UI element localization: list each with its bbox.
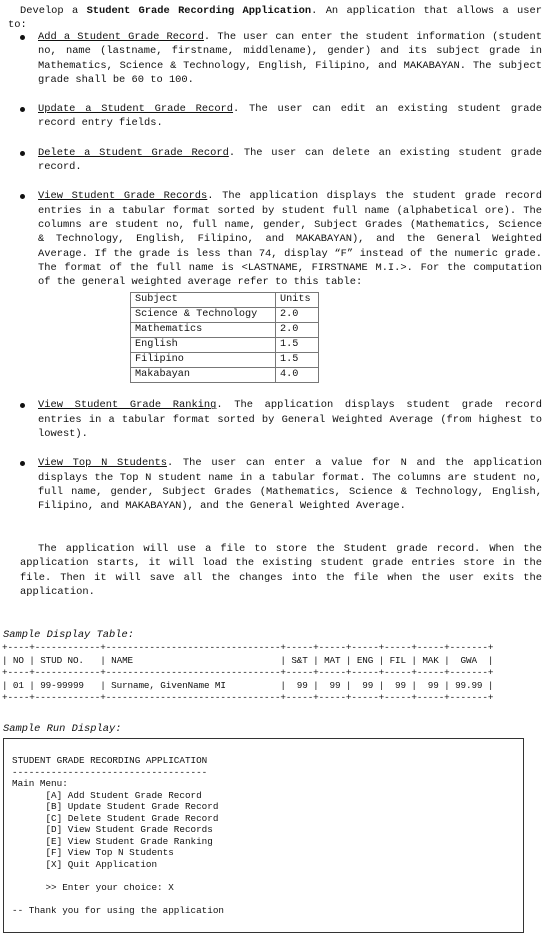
item-text-view: . The application displays the student grade record entries in a tabular format sorted by student full name (alphabetical ore). The columns are student no, full name, gender, Subject Grades (Mathematics, Science & Technology, English, Filipino, and MAKABAYAN), and the General Weighted Average. If the grade is less than 74, display “F” instead of the numeric grade. The format of the full name is <LASTNAME, FIRSTNAME M.I.>. For the computation of the general weighted average refer to this table: — [38, 190, 542, 289]
table-row — [131, 323, 319, 338]
bullet — [20, 35, 25, 40]
sample-run-text: STUDENT GRADE RECORDING APPLICATION ----------------------------------- Main Menu: [A] Add Student Grade Record [B] Update Student Grade Record [C] Delete Student Grade Record [D] View Student Grade Records [E] View Student Grade Ranking [F] View Top N Students [X] Quit Application >> Enter your choice: X -- Thank you for using the application — [12, 755, 225, 916]
sample-display-table: +----+------------+--------------------------------+-----+-----+-----+-----+-----+-------+ | NO | STUD NO. | NAME | S&T | MAT | ENG | FIL | MAK | GWA | +----+------------+--------------------------------+-----+-----+-----+-----+-----+-------+ | 01 | 99-99999 | Surname, GivenName MI | 99 | 99 | 99 | 99 | 99 | 99.99 | +----+------------+--------------------------------+-----+-----+-----+-----+-----+-------+ — [2, 642, 494, 703]
table-cell: English — [131, 338, 276, 353]
table-cell: 1.5 — [276, 353, 319, 368]
item-text-delete: . The user can delete an existing student grade record. — [38, 146, 542, 174]
table-cell: Mathematics — [131, 323, 276, 338]
table-row — [131, 353, 319, 368]
intro-paragraph — [8, 4, 542, 33]
app-name: Student Grade Recording Application — [86, 5, 312, 17]
table-row — [131, 308, 319, 323]
list-item-topn — [0, 456, 554, 513]
list-item-delete — [0, 146, 554, 175]
sample-run-caption: Sample Run Display: — [3, 723, 122, 735]
item-text-topn: . The user can enter a value for N and the application displays the Top N student name in a tabular format. The columns are student no, full name, gender, Subject Grades (Mathematics, Science & Technology, English, Filipino, and MAKABAYAN), and the General Weighted Average. — [38, 457, 542, 513]
item-title-update: Update a Student Grade Record — [38, 103, 234, 116]
list-item-update — [0, 102, 554, 131]
bullet — [20, 194, 25, 199]
list-item-add — [0, 30, 554, 87]
closing-paragraph — [20, 542, 542, 599]
item-title-ranking: View Student Grade Ranking — [38, 399, 217, 412]
item-text-update: . The user can edit an existing student grade record entry fields. — [38, 103, 543, 130]
requirements-list — [0, 30, 554, 529]
intro-text-post: . An application that allows a user to: — [8, 5, 542, 32]
table-row — [131, 338, 319, 353]
bullet — [20, 151, 25, 156]
item-title-delete: Delete a Student Grade Record — [38, 146, 229, 159]
list-item-view — [0, 189, 554, 383]
bullet — [20, 461, 25, 466]
item-text-ranking: . The application displays student grade record entries in a tabular format sorted by General Weighted Average (from highest to lowest). — [38, 399, 542, 441]
item-title-topn: View Top N Students — [38, 457, 167, 470]
table-cell: 1.5 — [276, 338, 319, 353]
table-cell: 4.0 — [276, 368, 319, 383]
table-cell: Filipino — [131, 353, 276, 368]
bullet — [20, 403, 25, 408]
sample-run-box — [3, 738, 524, 933]
item-title-view: View Student Grade Records — [38, 190, 208, 203]
table-row — [131, 368, 319, 383]
item-title-add: Add a Student Grade Record — [38, 31, 204, 43]
item-text-add: . The user can enter the student information (student no, name (lastname, firstname, middlename), gender) and its subject grade in Mathematics, Science & Technology, English, Filipino, and MAKABAYAN. The subject grade shall be 60 to 100. — [38, 31, 542, 86]
closing-text: The application will use a file to store the Student grade record. When the application starts, it will load the existing student grade entries store in the file. Then it will save all the changes into the file when the user exits the application. — [20, 543, 542, 598]
units-header-subject: Subject — [131, 293, 276, 308]
list-item-ranking — [0, 398, 554, 441]
units-header-units: Units — [276, 293, 319, 308]
table-cell: 2.0 — [276, 323, 319, 338]
bullet — [20, 107, 25, 112]
table-cell: Science & Technology — [131, 308, 276, 323]
table-row — [131, 293, 319, 308]
units-table — [130, 292, 319, 383]
table-cell: Makabayan — [131, 368, 276, 383]
intro-text-pre: Develop a — [20, 5, 87, 17]
table-cell: 2.0 — [276, 308, 319, 323]
sample-table-caption: Sample Display Table: — [3, 629, 134, 641]
